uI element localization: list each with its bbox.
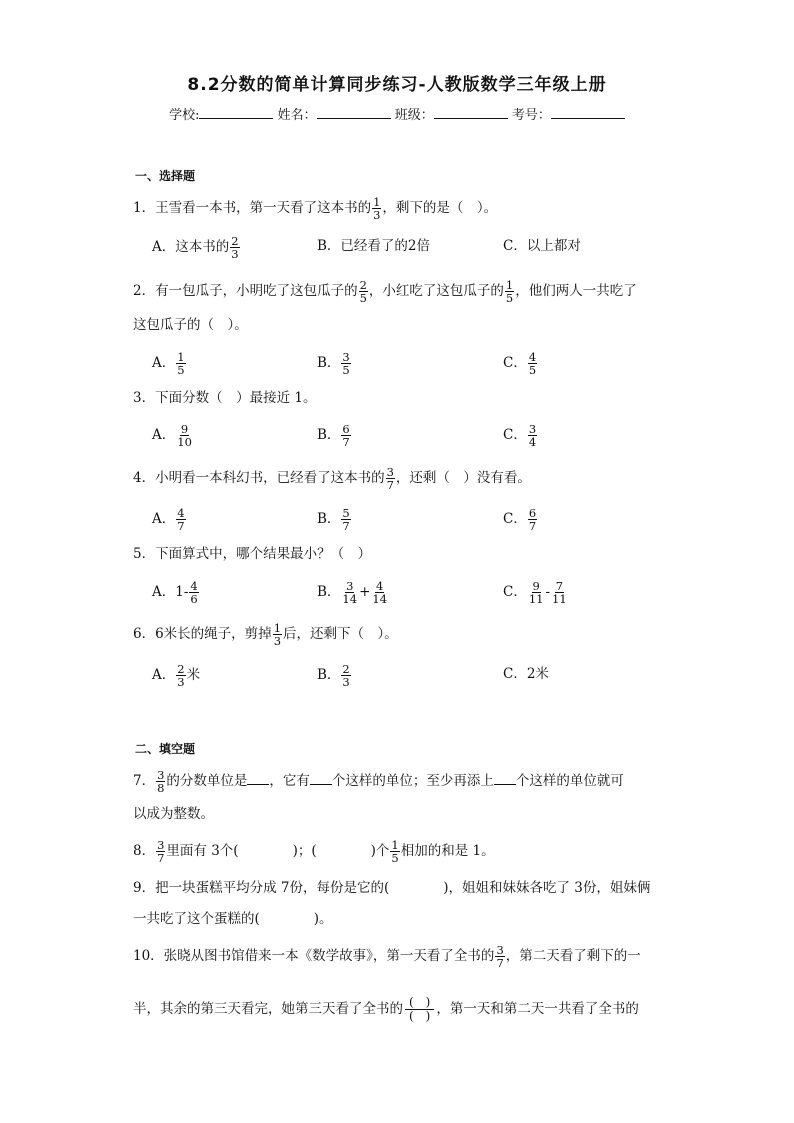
denominator: 5 bbox=[359, 291, 367, 305]
q6-option-a[interactable] bbox=[152, 663, 200, 688]
denominator: 3 bbox=[273, 634, 282, 648]
numerator: 3 bbox=[496, 943, 504, 957]
q3-option-c[interactable] bbox=[503, 423, 538, 448]
class-blank[interactable] bbox=[434, 106, 508, 119]
numerator: 1 bbox=[373, 195, 381, 209]
fraction bbox=[341, 423, 350, 448]
unit: 米 bbox=[186, 667, 201, 683]
denominator: 8 bbox=[157, 781, 165, 795]
operator: - bbox=[545, 584, 551, 600]
numerator: 3 bbox=[386, 465, 394, 479]
question-text: 1．王雪看一本书，第一天看了这本书的 bbox=[133, 200, 372, 216]
question-text: 的分数单位是 bbox=[166, 773, 248, 789]
denominator: 7 bbox=[157, 851, 165, 865]
denominator: 7 bbox=[177, 519, 185, 533]
option-text: C． bbox=[503, 427, 527, 443]
denominator: 3 bbox=[231, 247, 239, 261]
denominator: 7 bbox=[386, 478, 394, 492]
question-number: 8． bbox=[133, 843, 156, 859]
answer-blank[interactable] bbox=[310, 772, 332, 785]
question-text: 6．6米长的绳子，剪掉 bbox=[133, 626, 272, 642]
question-10-cont bbox=[133, 996, 639, 1023]
fraction bbox=[156, 839, 165, 864]
option-text: B． bbox=[317, 427, 341, 443]
answer-blank[interactable] bbox=[494, 772, 516, 785]
numerator: 1 bbox=[177, 350, 185, 364]
class-label: 班级： bbox=[394, 108, 434, 123]
q6-option-c[interactable]: C．2米 bbox=[503, 666, 549, 682]
question-text: 里面有 3个( )；( )个 bbox=[166, 843, 390, 859]
fraction bbox=[551, 580, 568, 605]
question-text: 2．有一包瓜子，小明吃了这包瓜子的 bbox=[133, 283, 358, 299]
numerator: 5 bbox=[342, 506, 350, 520]
denominator: 6 bbox=[190, 592, 198, 606]
question-8 bbox=[133, 839, 495, 864]
q2-option-b[interactable] bbox=[317, 351, 352, 376]
option-text: C． bbox=[503, 511, 527, 527]
numerator: 2 bbox=[231, 234, 239, 248]
fraction bbox=[528, 580, 545, 605]
denominator: 3 bbox=[177, 675, 185, 689]
numerator: 2 bbox=[342, 662, 350, 676]
fraction bbox=[189, 580, 198, 605]
numerator: 4 bbox=[190, 579, 198, 593]
option-text: B． bbox=[317, 511, 341, 527]
question-10 bbox=[133, 944, 641, 969]
denominator: 4 bbox=[528, 435, 537, 449]
fraction bbox=[372, 196, 381, 221]
option-text: B． bbox=[317, 355, 341, 371]
question-9-cont: 一共吃了这个蛋糕的( )。 bbox=[133, 911, 333, 927]
fraction bbox=[390, 839, 399, 864]
denominator: 14 bbox=[372, 592, 388, 606]
fraction bbox=[528, 351, 537, 376]
fraction bbox=[273, 622, 282, 647]
numerator: 3 bbox=[342, 350, 350, 364]
question-text: 相加的和是 1。 bbox=[400, 843, 495, 859]
q4-option-b[interactable] bbox=[317, 507, 352, 532]
school-blank[interactable] bbox=[199, 106, 273, 119]
fraction bbox=[176, 423, 193, 448]
fraction bbox=[341, 663, 350, 688]
fraction bbox=[386, 466, 395, 491]
question-text: 后，还剩下（ ）。 bbox=[283, 626, 398, 642]
denominator: 5 bbox=[505, 291, 514, 305]
question-text: ，第二天看了剩下的一 bbox=[505, 948, 641, 964]
question-text: ，第一天和第二天一共看了全书的 bbox=[436, 1001, 639, 1017]
fraction bbox=[359, 279, 368, 304]
numerator: 1 bbox=[391, 838, 399, 852]
q3-option-b[interactable] bbox=[317, 423, 352, 448]
fraction bbox=[528, 507, 537, 532]
question-text: ，还剩（ ）没有看。 bbox=[395, 470, 531, 486]
denominator: 5 bbox=[528, 363, 537, 377]
name-blank[interactable] bbox=[317, 106, 391, 119]
q3-option-a[interactable] bbox=[152, 423, 194, 448]
question-1 bbox=[133, 196, 497, 221]
numerator: 4 bbox=[376, 579, 384, 593]
fraction bbox=[341, 507, 350, 532]
numerator: 3 bbox=[157, 838, 165, 852]
option-text: C． bbox=[503, 584, 527, 600]
denominator: 3 bbox=[373, 208, 381, 222]
q4-option-c[interactable] bbox=[503, 507, 538, 532]
denominator: 7 bbox=[342, 519, 350, 533]
denominator: 7 bbox=[528, 519, 537, 533]
fraction bbox=[341, 351, 350, 376]
school-label: 学校: bbox=[169, 108, 200, 123]
q1-option-b[interactable]: B．已经看了的2倍 bbox=[317, 238, 431, 254]
exam-no-label: 考号： bbox=[511, 108, 551, 123]
q6-option-b[interactable] bbox=[317, 663, 352, 688]
numerator: 2 bbox=[359, 278, 367, 292]
q5-option-b[interactable] bbox=[317, 580, 389, 605]
denominator: 7 bbox=[342, 435, 350, 449]
fraction bbox=[176, 507, 185, 532]
numerator: 3 bbox=[528, 422, 537, 436]
question-text: 4．小明看一本科幻书，已经看了这本书的 bbox=[133, 470, 385, 486]
option-text: A． bbox=[152, 427, 176, 443]
question-3: 3．下面分数（ ）最接近 1。 bbox=[133, 390, 317, 406]
question-text: 个这样的单位；至少再添上 bbox=[331, 773, 494, 789]
fraction bbox=[528, 423, 537, 448]
question-text: 半，其余的第三天看完，她第三天看了全书的 bbox=[133, 1001, 403, 1017]
fraction bbox=[230, 235, 239, 260]
fraction bbox=[371, 580, 388, 605]
option-text: B． bbox=[317, 584, 341, 600]
denominator: 5 bbox=[391, 851, 399, 865]
numerator: 3 bbox=[157, 768, 165, 782]
denominator: 5 bbox=[177, 363, 185, 377]
operator: + bbox=[359, 584, 371, 600]
exam-no-blank[interactable] bbox=[551, 106, 625, 119]
numerator: 1 bbox=[273, 621, 282, 635]
question-text: ，剩下的是（ ）。 bbox=[382, 200, 498, 216]
option-text: B． bbox=[317, 667, 341, 683]
fraction bbox=[495, 944, 504, 969]
question-text: 10．张晓从图书馆借来一本《数学故事》，第一天看了全书的 bbox=[133, 948, 495, 964]
numerator: 4 bbox=[177, 506, 185, 520]
q5-option-c[interactable] bbox=[503, 580, 569, 605]
option-text: A．这本书的 bbox=[152, 239, 230, 255]
denominator: 7 bbox=[496, 956, 504, 970]
section-title-fill: 二、填空题 bbox=[135, 742, 196, 756]
denominator: 11 bbox=[528, 592, 544, 606]
denominator-blank[interactable]: ( ) bbox=[409, 1009, 431, 1023]
q1-option-c[interactable]: C．以上都对 bbox=[503, 238, 581, 254]
numerator: 1 bbox=[505, 278, 514, 292]
answer-blank[interactable] bbox=[247, 772, 269, 785]
question-7-cont: 以成为整数。 bbox=[133, 806, 214, 822]
q1-option-a[interactable] bbox=[152, 235, 241, 260]
question-4 bbox=[133, 466, 531, 491]
q4-option-a[interactable] bbox=[152, 507, 187, 532]
fraction bbox=[176, 663, 185, 688]
question-9: 9．把一块蛋糕平均分成 7份，每份是它的( )，姐姐和妹妹各吃了 3份，姐妹俩 bbox=[133, 880, 651, 896]
denominator: 11 bbox=[552, 592, 567, 606]
question-7 bbox=[133, 769, 624, 794]
q2-option-c[interactable] bbox=[503, 351, 538, 376]
numerator: 4 bbox=[528, 350, 537, 364]
question-text: ，小红吃了这包瓜子的 bbox=[368, 283, 504, 299]
option-text: A． bbox=[152, 355, 176, 371]
option-text: A． bbox=[152, 511, 176, 527]
numerator: 3 bbox=[346, 579, 354, 593]
q2-option-a[interactable] bbox=[152, 351, 187, 376]
fraction bbox=[341, 580, 358, 605]
numerator: 9 bbox=[532, 579, 540, 593]
question-number: 7． bbox=[133, 773, 156, 789]
numerator-blank[interactable]: ( ) bbox=[405, 996, 434, 1010]
option-text: A． bbox=[152, 667, 176, 683]
fraction bbox=[156, 769, 165, 794]
option-text: A．1- bbox=[152, 584, 189, 600]
question-text: 个这样的单位就可 bbox=[515, 773, 624, 789]
denominator: 10 bbox=[177, 435, 192, 449]
fraction bbox=[505, 279, 514, 304]
question-2-cont: 这包瓜子的（ ）。 bbox=[133, 317, 248, 333]
question-2 bbox=[133, 279, 637, 304]
student-info-row bbox=[0, 104, 794, 123]
question-5: 5．下面算式中，哪个结果最小？（ ） bbox=[133, 546, 372, 562]
name-label: 姓名： bbox=[277, 108, 317, 123]
fraction bbox=[176, 351, 185, 376]
numerator: 7 bbox=[555, 579, 564, 593]
denominator: 3 bbox=[342, 675, 350, 689]
answer-fraction-blank[interactable] bbox=[405, 996, 434, 1023]
question-text: ，他们两人一共吃了 bbox=[515, 283, 637, 299]
option-text: C． bbox=[503, 355, 527, 371]
question-6 bbox=[133, 622, 398, 647]
numerator: 6 bbox=[528, 506, 537, 520]
numerator: 2 bbox=[177, 662, 185, 676]
denominator: 14 bbox=[342, 592, 358, 606]
numerator: 6 bbox=[342, 422, 350, 436]
numerator: 9 bbox=[180, 422, 189, 436]
denominator: 5 bbox=[342, 363, 350, 377]
section-title-choice: 一、选择题 bbox=[135, 169, 196, 183]
page-title: 8.2分数的简单计算同步练习-人教版数学三年级上册 bbox=[187, 75, 607, 95]
q5-option-a[interactable] bbox=[152, 580, 200, 605]
question-text: ，它有 bbox=[269, 773, 310, 789]
